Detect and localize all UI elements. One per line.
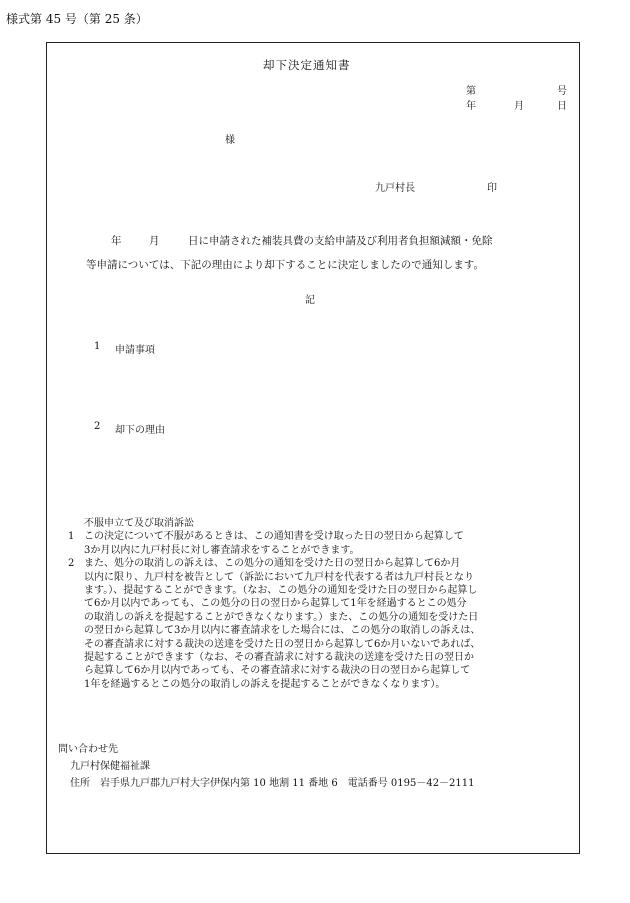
document-title: 却下決定通知書 (263, 58, 351, 72)
note-2-line: の翌日から起算して3か月以内に審査請求をした場合には、この処分の取消しの訴えは、 (84, 625, 481, 637)
doc-no-suffix: 号 (557, 86, 567, 97)
body-month: 月 (149, 235, 160, 247)
form-number: 様式第 45 号（第 25 条） (6, 12, 148, 26)
document-frame (46, 42, 580, 854)
body-line2: 等申請については、下記の理由により却下することに決定しましたので通知します。 (86, 259, 484, 271)
contact-block (58, 741, 475, 792)
body-year: 年 (111, 235, 122, 247)
item-1-number: 1 (94, 341, 101, 352)
item-1-label: 申請事項 (115, 345, 155, 356)
note-1-line: 3か月以内に九戸村長に対し審査請求をすることができます。 (84, 544, 360, 556)
note-2 (68, 557, 480, 570)
item-2-number: 2 (94, 421, 101, 432)
seal-mark: 印 (487, 183, 497, 194)
note-2-line: の取消しの訴えを提起することができなくなります。）また、この処分の通知を受けた日 (84, 611, 479, 623)
appeal-notes (68, 517, 480, 691)
note-2-line: ます。）、提起することができます。（なお、この処分の通知を受けた日の翌日から起算し (84, 585, 478, 597)
note-2-line: その審査請求に対する裁決の送達を受けた日の翌日から起算して6か月いないであれば、 (84, 638, 481, 650)
note-1-line: この決定について不服があるときは、この通知書を受け取った日の翌日から起算して (84, 531, 464, 543)
note-2-line: ら起算して6か月以内であっても、その審査請求に対する裁決の日の翌日から起算して (84, 665, 471, 677)
note-2-line: て6か月以内であっても、この処分の日の翌日から起算して1年を経過するとこの処分 (84, 598, 467, 610)
note-2-line: 以内に限り、九戸村を被告として（訴訟において九戸村を代表する者は九戸村長となり (84, 571, 474, 583)
doc-no-prefix: 第 (466, 86, 476, 97)
body-line1: 日に申請された補装具費の支給申請及び利用者負担額減額・免除 (188, 235, 493, 247)
date-month: 月 (514, 101, 524, 112)
date-year: 年 (466, 101, 476, 112)
note-2-line: 1年を経過するとこの処分の取消しの訴えを提起することができなくなります）。 (84, 678, 446, 690)
contact-address: 住所 岩手県九戸郡九戸村大字伊保内第 10 地割 11 番地 6 電話番号 0195－42－2111 (70, 778, 475, 789)
date-day: 日 (557, 101, 567, 112)
item-2-label: 却下の理由 (115, 425, 165, 436)
issuer-name: 九戸村長 (375, 183, 415, 194)
ki-heading: 記 (305, 295, 315, 306)
note-1-number: 1 (68, 531, 75, 543)
contact-heading: 問い合わせ先 (58, 744, 118, 755)
notes-heading: 不服申立て及び取消訴訟 (84, 518, 194, 529)
note-2-line: 提起することができます（なお、その審査請求に対する裁決の送達を受けた日の翌日か (84, 652, 474, 664)
addressee-suffix: 様 (225, 135, 235, 146)
note-1 (68, 530, 480, 543)
note-2-number: 2 (68, 558, 75, 570)
contact-department: 九戸村保健福祉課 (70, 761, 150, 772)
note-2-line: また、処分の取消しの訴えは、この処分の通知を受けた日の翌日から起算して6か月 (84, 558, 461, 570)
